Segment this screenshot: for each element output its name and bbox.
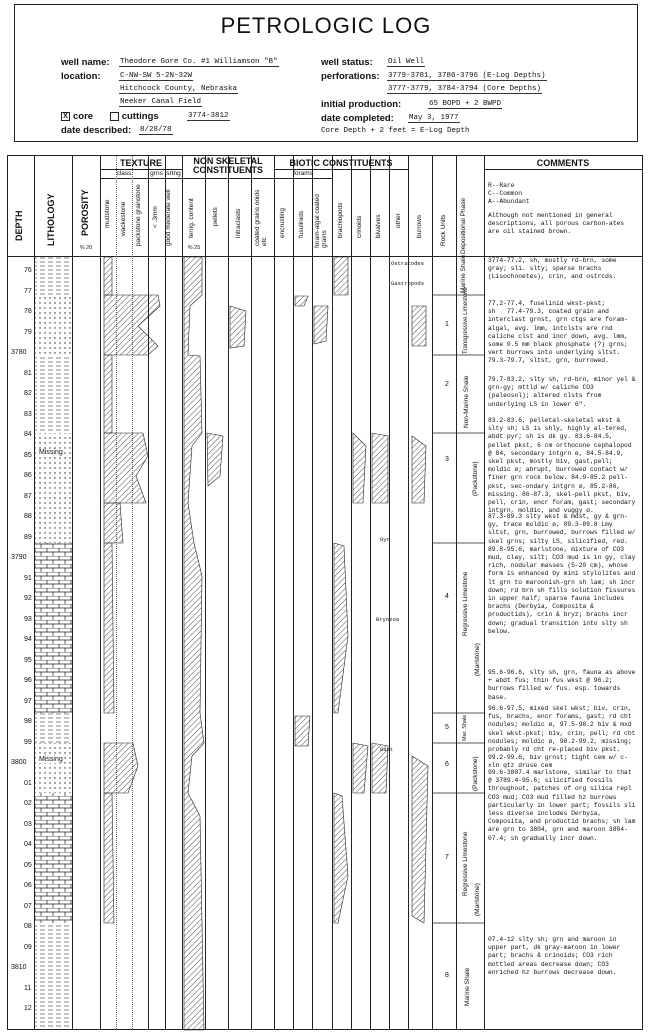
core-depth-note: Core Depth + 2 feet = E-Log Depth — [321, 127, 470, 135]
gastropods-annotation: Gastropods — [391, 280, 425, 287]
rock-unit: 2 — [445, 381, 449, 388]
missing-label: Missing — [39, 756, 63, 763]
depth-label: 97 — [24, 698, 32, 705]
coated-header: coated grains ooids etc — [254, 189, 268, 246]
terrig-scale: % 25 — [187, 245, 201, 251]
bryozoa-annotation: Bryozoa — [376, 616, 400, 623]
depth-label: 99 — [24, 739, 32, 746]
initial-production-value: 65 BOPD + 2 BWPD — [429, 100, 502, 108]
phase-label: Regressive Limestone — [462, 571, 469, 636]
depth-label: 89 — [24, 534, 32, 541]
phase-label: Regressive Limestone — [462, 831, 469, 896]
location-line1: C-NW-SW 5-2N-32W — [120, 72, 193, 80]
biotic-header: BIOTIC CONSTITUENTS — [289, 158, 393, 168]
depth-label: 96 — [24, 677, 32, 684]
depth-label: 84 — [24, 431, 32, 438]
core-interval: 3774-3812 — [188, 112, 229, 120]
comment-block: 95.6-96.6, slty sh, grn, fauna as above + abdt fus; thin fus wkst @ 96.2; burrows filled w/ fus. esp. towards base. — [488, 669, 640, 701]
depth-label: 83 — [24, 411, 32, 418]
depth-label: 95 — [24, 657, 32, 664]
comments-header: COMMENTS — [536, 158, 590, 168]
depth-label: 07 — [24, 903, 32, 910]
depth-label: 87 — [24, 493, 32, 500]
rock-unit: 4 — [445, 593, 449, 600]
initial-production-label: initial production: — [321, 99, 402, 110]
rock-unit: 8 — [445, 972, 449, 979]
depth-label: 05 — [24, 862, 32, 869]
mudstone-header: mudstone — [104, 199, 111, 228]
comment-block: 79.7-83.2, slty sh, rd-brn, minor yel & grn-gy; mttld w/ caliche CO3 (paleosol); altered clsts from underlying LS in lower 6". — [488, 376, 640, 408]
phase-label: Transgressive Limestone — [463, 287, 469, 354]
comment-block: 77.2-77.4, fuselinid wkst-pkst; sh 77.4-79.3, coated grain and interclast grnst, grn ctgs are foram-algal, avg. lmm, intclsts are rnd caliche clst and incr down, avg. lmm, some 0.5 mm black phosphate (?) grns; vert burrows into underlying sltst. 79.3-79.7, sltst, grn, burrowed. — [488, 300, 628, 365]
rock-units-header: Rock Units — [440, 214, 447, 246]
cuttings-checkbox — [110, 112, 119, 121]
cuttings-label: cuttings — [121, 111, 159, 122]
burrows-header: burrows — [416, 214, 423, 238]
depth-label: 85 — [24, 452, 32, 459]
phase-label: Marine Shale — [460, 254, 467, 293]
depth-label: 88 — [24, 513, 32, 520]
comment-block: 99.6-3807.4 marlstone, similar to that @ 3789.4-95.6; silicified fossils throughout, patches of org silica repl CO3 mud; CO3 mud filled hz burrows particularly in lower part; fossils sli less diverse includes Derbyia, Composita, and productid brachs; sh lam are grn to 3804, grn and maroon 3804-07.4; sh gradually incr down. — [488, 769, 640, 842]
depth-label: 81 — [24, 370, 32, 377]
depth-label: 79 — [24, 329, 32, 336]
bivalves-header: bivalves — [375, 214, 382, 238]
pellets-header: pellets — [212, 207, 219, 226]
depth-label: 94 — [24, 636, 32, 643]
rock-unit: 5 — [445, 724, 449, 731]
perforations-line1: 3779-3781, 3786-3796 (E-Log Depths) — [388, 72, 546, 80]
comment-block: 83.2-83.6, pelletal-skeletal wkst & slty sh; LS is shly, highly al-tered, abdt pyr; sh is dk gy. 83.6-84.5, pellet pkst, 6 cm orthocone cephalopod @ 84, secondary intgrn ø, 84.5-84.9, skel pkst, mostly biv, gast,pell; moldic ø; abrupt, burrowed contact w/ finer grn rock below. 84.9-85.2 pell-pkst, sec-ondary intgrn ø, 85.2-86, missing. 86-87.3, skel-pell pkst, biv, pell, crin, encr foram, gast; secondary intgrn, moldic, and vuggy ø. — [488, 417, 640, 515]
depth-label: 09 — [24, 944, 32, 951]
rock-unit: 1 — [445, 321, 449, 328]
depositional-phase-header: Depositional Phase — [460, 197, 467, 254]
legend-note: Although not mentioned in general descriptions, all porous carbon-ates are oil stained brown. — [488, 212, 628, 236]
sorting-header: good moderate well — [165, 189, 172, 246]
core-label: core — [73, 111, 94, 122]
phase-label: (Marlstone) — [474, 643, 481, 676]
depth-label: 08 — [24, 923, 32, 930]
depth-label: 77 — [24, 288, 32, 295]
comment-block: 96.6-97.5, mixed skel wkst; biv, crin, fus, brachs, encr forams, gast; rd cht nodules; moldic ø, 97.5-98.2 biv & mxd skel wkst-pkst; biv, crin, pell; rd cht nodules; moldic ø, 98.2-99.2, missing; probably rd cht re-placed biv pkst. 99.2-99.6, biv grnst; tight cem w/ c-xln qtz druse cem — [488, 705, 640, 770]
depth-label: 12 — [24, 1005, 32, 1012]
comment-block: 07.4-12 slty sh; grn and maroon in upper part, dk gray-maroon in lower part; brachs & crinoids; CO3 rich mottled areas decrease down; CO3 enriched hz burrows decrease down. — [488, 936, 625, 976]
rock-unit: 7 — [445, 854, 449, 861]
date-described-value: 8/28/78 — [140, 126, 172, 134]
depth-label: 06 — [24, 882, 32, 889]
depth-label: 78 — [24, 308, 32, 315]
depth-label: 02 — [24, 800, 32, 807]
nonskeletal-header: NON SKELETAL CONSTITUENTS — [192, 156, 263, 175]
crinoids-header: crinoids — [356, 215, 363, 238]
legend-rare: R--Rare — [488, 182, 515, 189]
depth-label: 82 — [24, 390, 32, 397]
fusulinids-header: fusulinids — [298, 210, 305, 238]
depth-label: 91 — [24, 575, 32, 582]
log-header — [14, 4, 638, 142]
location-label: location: — [61, 71, 101, 82]
depth-label: 86 — [24, 472, 32, 479]
depth-label: 3780 — [11, 349, 27, 356]
porosity-scale: % 20 — [79, 245, 93, 251]
texture-grns: grns — [150, 170, 163, 177]
depth-label: 04 — [24, 841, 32, 848]
texture-header: TEXTURE — [119, 158, 162, 168]
packstone-header: packstone grainstone — [135, 184, 142, 246]
depth-label: 76 — [24, 267, 32, 274]
wackestone-header: wackestone — [120, 201, 127, 236]
phase-label: (Packstone) — [472, 461, 479, 496]
ostracodes-annotation: Ostracodes — [391, 260, 425, 267]
depth-label: 11 — [24, 985, 32, 992]
legend-common: C--Common — [488, 190, 523, 197]
core-option — [61, 111, 159, 122]
core-checkbox: X — [61, 112, 70, 121]
encrusting-header: encrusting — [279, 208, 286, 238]
well-status-label: well status: — [321, 57, 373, 68]
depth-label: 3800 — [11, 759, 27, 766]
phase-label: (Marlstone) — [474, 883, 481, 916]
location-line3: Neeker Canal Field — [120, 98, 202, 106]
depth-label: 01 — [24, 780, 32, 787]
forams-header: forams — [293, 170, 313, 177]
depth-header: DEPTH — [14, 210, 24, 241]
depth-label: 03 — [24, 821, 32, 828]
missing-label: Missing — [39, 449, 63, 456]
depth-label: 3790 — [11, 554, 27, 561]
depth-label: 98 — [24, 718, 32, 725]
terrig-header: terrig. content — [188, 198, 195, 238]
gyn-annotation: Gyn — [380, 536, 390, 543]
gast-annotation: Gast — [380, 746, 394, 753]
phase-label: (Packstone) — [472, 756, 479, 791]
location-line2: Hitchcock County, Nebraska — [120, 85, 238, 93]
grain-size-header: < .3mm — [152, 206, 159, 228]
depth-label: 93 — [24, 616, 32, 623]
well-status-value: Oil Well — [388, 58, 425, 66]
brachiopods-header: brachiopods — [337, 202, 344, 238]
comment-block: 3774-77.2, sh, mostly rd-brn, some gray; sli. slty; sparse brachs (Lisochonetes), crin, and ostrcds. — [488, 257, 621, 281]
comment-block: 87.3-89.3 slty wkst & mdst, gy & grn-gy, trace moldic ø, 89.3-89.8 Lmy sltst, grn, burrowed, burrows filled w/ skel grns; silty LS, silicified, red. 89.8-95.6, marlstone, mixture of CO3 mud, clay, silt; CO3 mud is in gy, clay rich, nodular masses (5-20 cm), whose form is enhanced by mini stylolites and lt grn to maroonish-grn sh lam; sh incr down; rd brn sh fills solution fissures in upper half; sparse fauna includes brachs (Derbyia, Composita & productids), crin & bryz; brachs incr down; gradual transition into slty sh below. — [488, 513, 640, 635]
foram-algal-header: foram-algal coated grains — [314, 194, 328, 248]
well-name-label: well name: — [61, 57, 110, 68]
perforations-label: perforations: — [321, 71, 380, 82]
porosity-header: POROSITY — [80, 189, 90, 236]
texture-class: class — [116, 170, 132, 177]
depth-label: 3810 — [11, 964, 27, 971]
phase-label: Mar. Shale — [462, 714, 468, 741]
rock-unit: 6 — [445, 761, 449, 768]
well-name-value: Theodore Gore Co. #1 Williamson "B" — [120, 58, 278, 66]
date-completed-label: date completed: — [321, 113, 394, 124]
date-completed-value: May 3, 1977 — [409, 114, 459, 122]
rock-unit: 3 — [445, 456, 449, 463]
lithology-header: LITHOLOGY — [46, 193, 56, 246]
phase-label: Non-Marine Shale — [463, 375, 470, 428]
date-described-label: date described: — [61, 125, 132, 136]
page-title: PETROLOGIC LOG — [220, 13, 432, 38]
depth-label: 92 — [24, 595, 32, 602]
log-grid — [7, 155, 643, 1030]
perforations-line2: 3777-3779, 3784-3794 (Core Depths) — [388, 85, 542, 93]
legend-abundant: A--Abundant — [488, 198, 530, 205]
phase-label: Marine Shale — [464, 967, 471, 1006]
intraclasts-header: intraclasts — [235, 208, 242, 238]
texture-srtng: srtng — [166, 170, 181, 177]
other-header: other — [395, 213, 402, 228]
